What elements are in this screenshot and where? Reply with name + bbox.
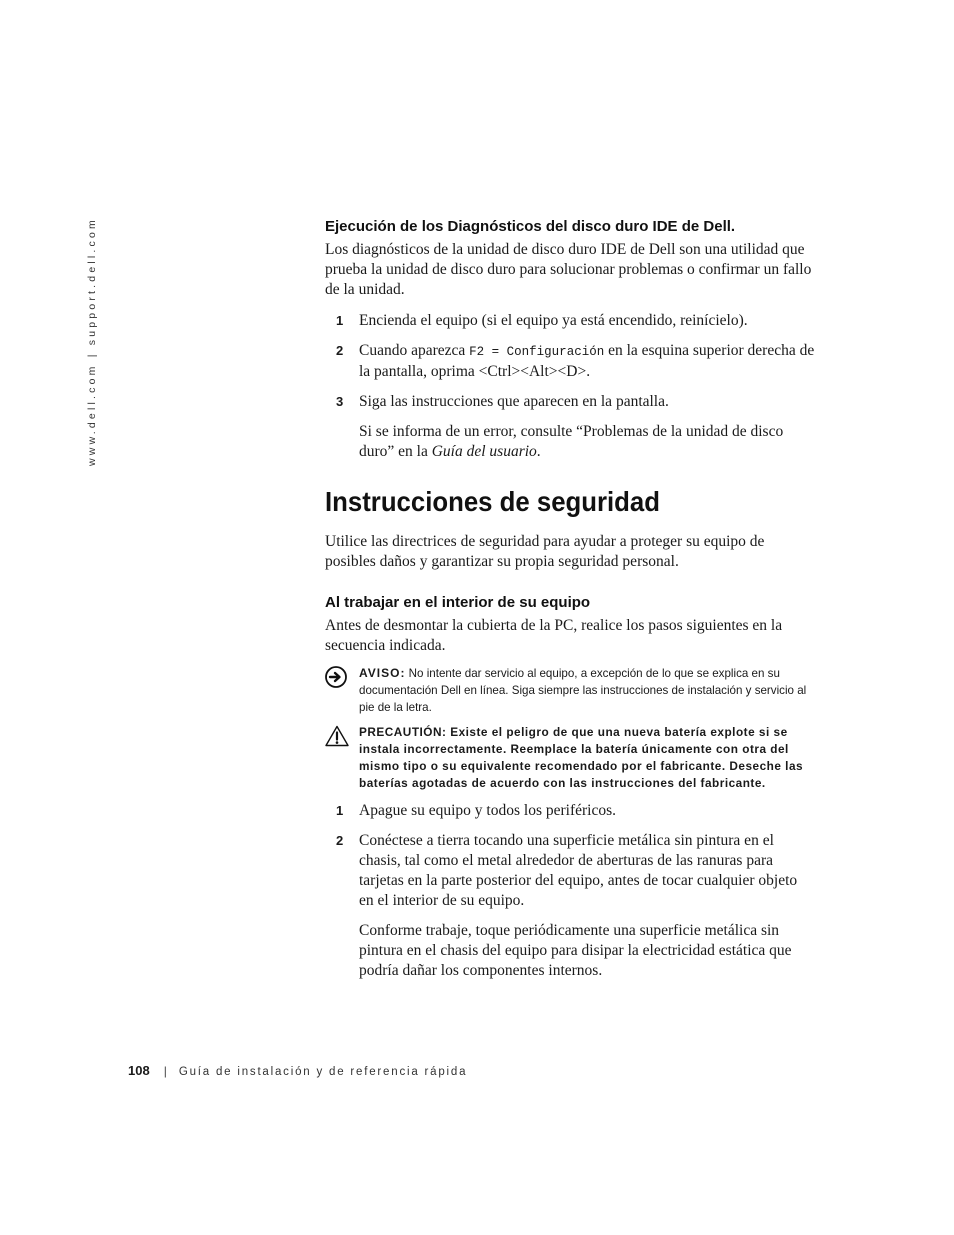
step-followup: Si se informa de un error, consulte “Problemas de la unidad de disco duro” en la Guía del usuario. [359,423,784,460]
section-heading-diagnostics: Ejecución de los Diagnósticos del disco duro IDE de Dell. [325,218,736,235]
diagnostics-intro: Los diagnósticos de la unidad de disco duro IDE de Dell son una utilidad que prueba la unidad de disco duro para solucionar problemas o confirmar un fallo de la unidad. [325,241,812,298]
step-item [325,831,815,911]
step-number: 2 [336,833,344,848]
caution-triangle-icon [325,725,349,752]
sidebar-url: www.dell.com | support.dell.com [86,217,98,466]
step-number: 1 [336,313,344,328]
step-text: Apague su equipo y todos los periféricos. [359,802,616,819]
notice-arrow-icon [325,666,347,693]
step-item [325,311,815,331]
step-item [325,392,815,412]
caution-text: Existe el peligro de que una nueva batería explote si se instala incorrectamente. Reemplace la batería únicamente con otra del mismo tipo o su equivalente recomendado por el fabricante. Deseche las baterías agotadas de acuerdo con las instrucciones del fabricante. [359,725,804,790]
step-text-post: en la esquina superior derecha de la pantalla, oprima <Ctrl><Alt><D>. [359,342,815,380]
caution-label: PRECAUTIÓN: [359,725,447,739]
page-footer [128,1062,467,1080]
notice-label: AVISO: [359,666,406,680]
step-text: Encienda el equipo (si el equipo ya está encendido, reinícielo). [359,312,748,329]
notice-text: No intente dar servicio al equipo, a excepción de lo que se explica en su documentación Dell en línea. Siga siempre las instrucciones de instalación y servicio al pie de la letra. [359,667,807,714]
user-guide-reference: Guía del usuario [431,443,537,460]
step-number: 2 [336,343,344,358]
step-item [325,341,815,382]
notice-box [325,665,815,716]
setup-key-code: F2 = Configuración [469,345,605,359]
step-text: Siga las instrucciones que aparecen en la pantalla. [359,393,669,410]
step-number: 3 [336,394,344,409]
safety-intro: Utilice las directrices de seguridad para ayudar a proteger su equipo de posibles daños y garantizar su propia seguridad personal. [325,533,765,570]
step-text-pre: Cuando aparezca [359,342,470,359]
step-text: Conéctese a tierra tocando una superficie metálica sin pintura en el chasis, tal como el metal alrededor de aberturas de las ranuras para tarjetas en la parte posterior del equipo, antes de tocar cualquier objeto en el interior de su equipo. [359,832,798,909]
footer-separator: | [163,1064,167,1078]
page-content [325,218,815,981]
safety-title: Instrucciones de seguridad [325,486,660,517]
document-title: Guía de instalación y de referencia rápida [178,1066,468,1078]
inside-computer-intro: Antes de desmontar la cubierta de la PC, realice los pasos siguientes en la secuencia indicada. [325,617,783,654]
step-followup: Conforme trabaje, toque periódicamente una superficie metálica sin pintura en el chasis del equipo para disipar la electricidad estática que podría dañar los componentes internos. [359,922,792,979]
section-heading-inside-computer: Al trabajar en el interior de su equipo [325,594,591,611]
caution-box [325,724,815,792]
page-number: 108 [128,1063,150,1078]
step-number: 1 [336,803,344,818]
step-item [325,801,815,821]
